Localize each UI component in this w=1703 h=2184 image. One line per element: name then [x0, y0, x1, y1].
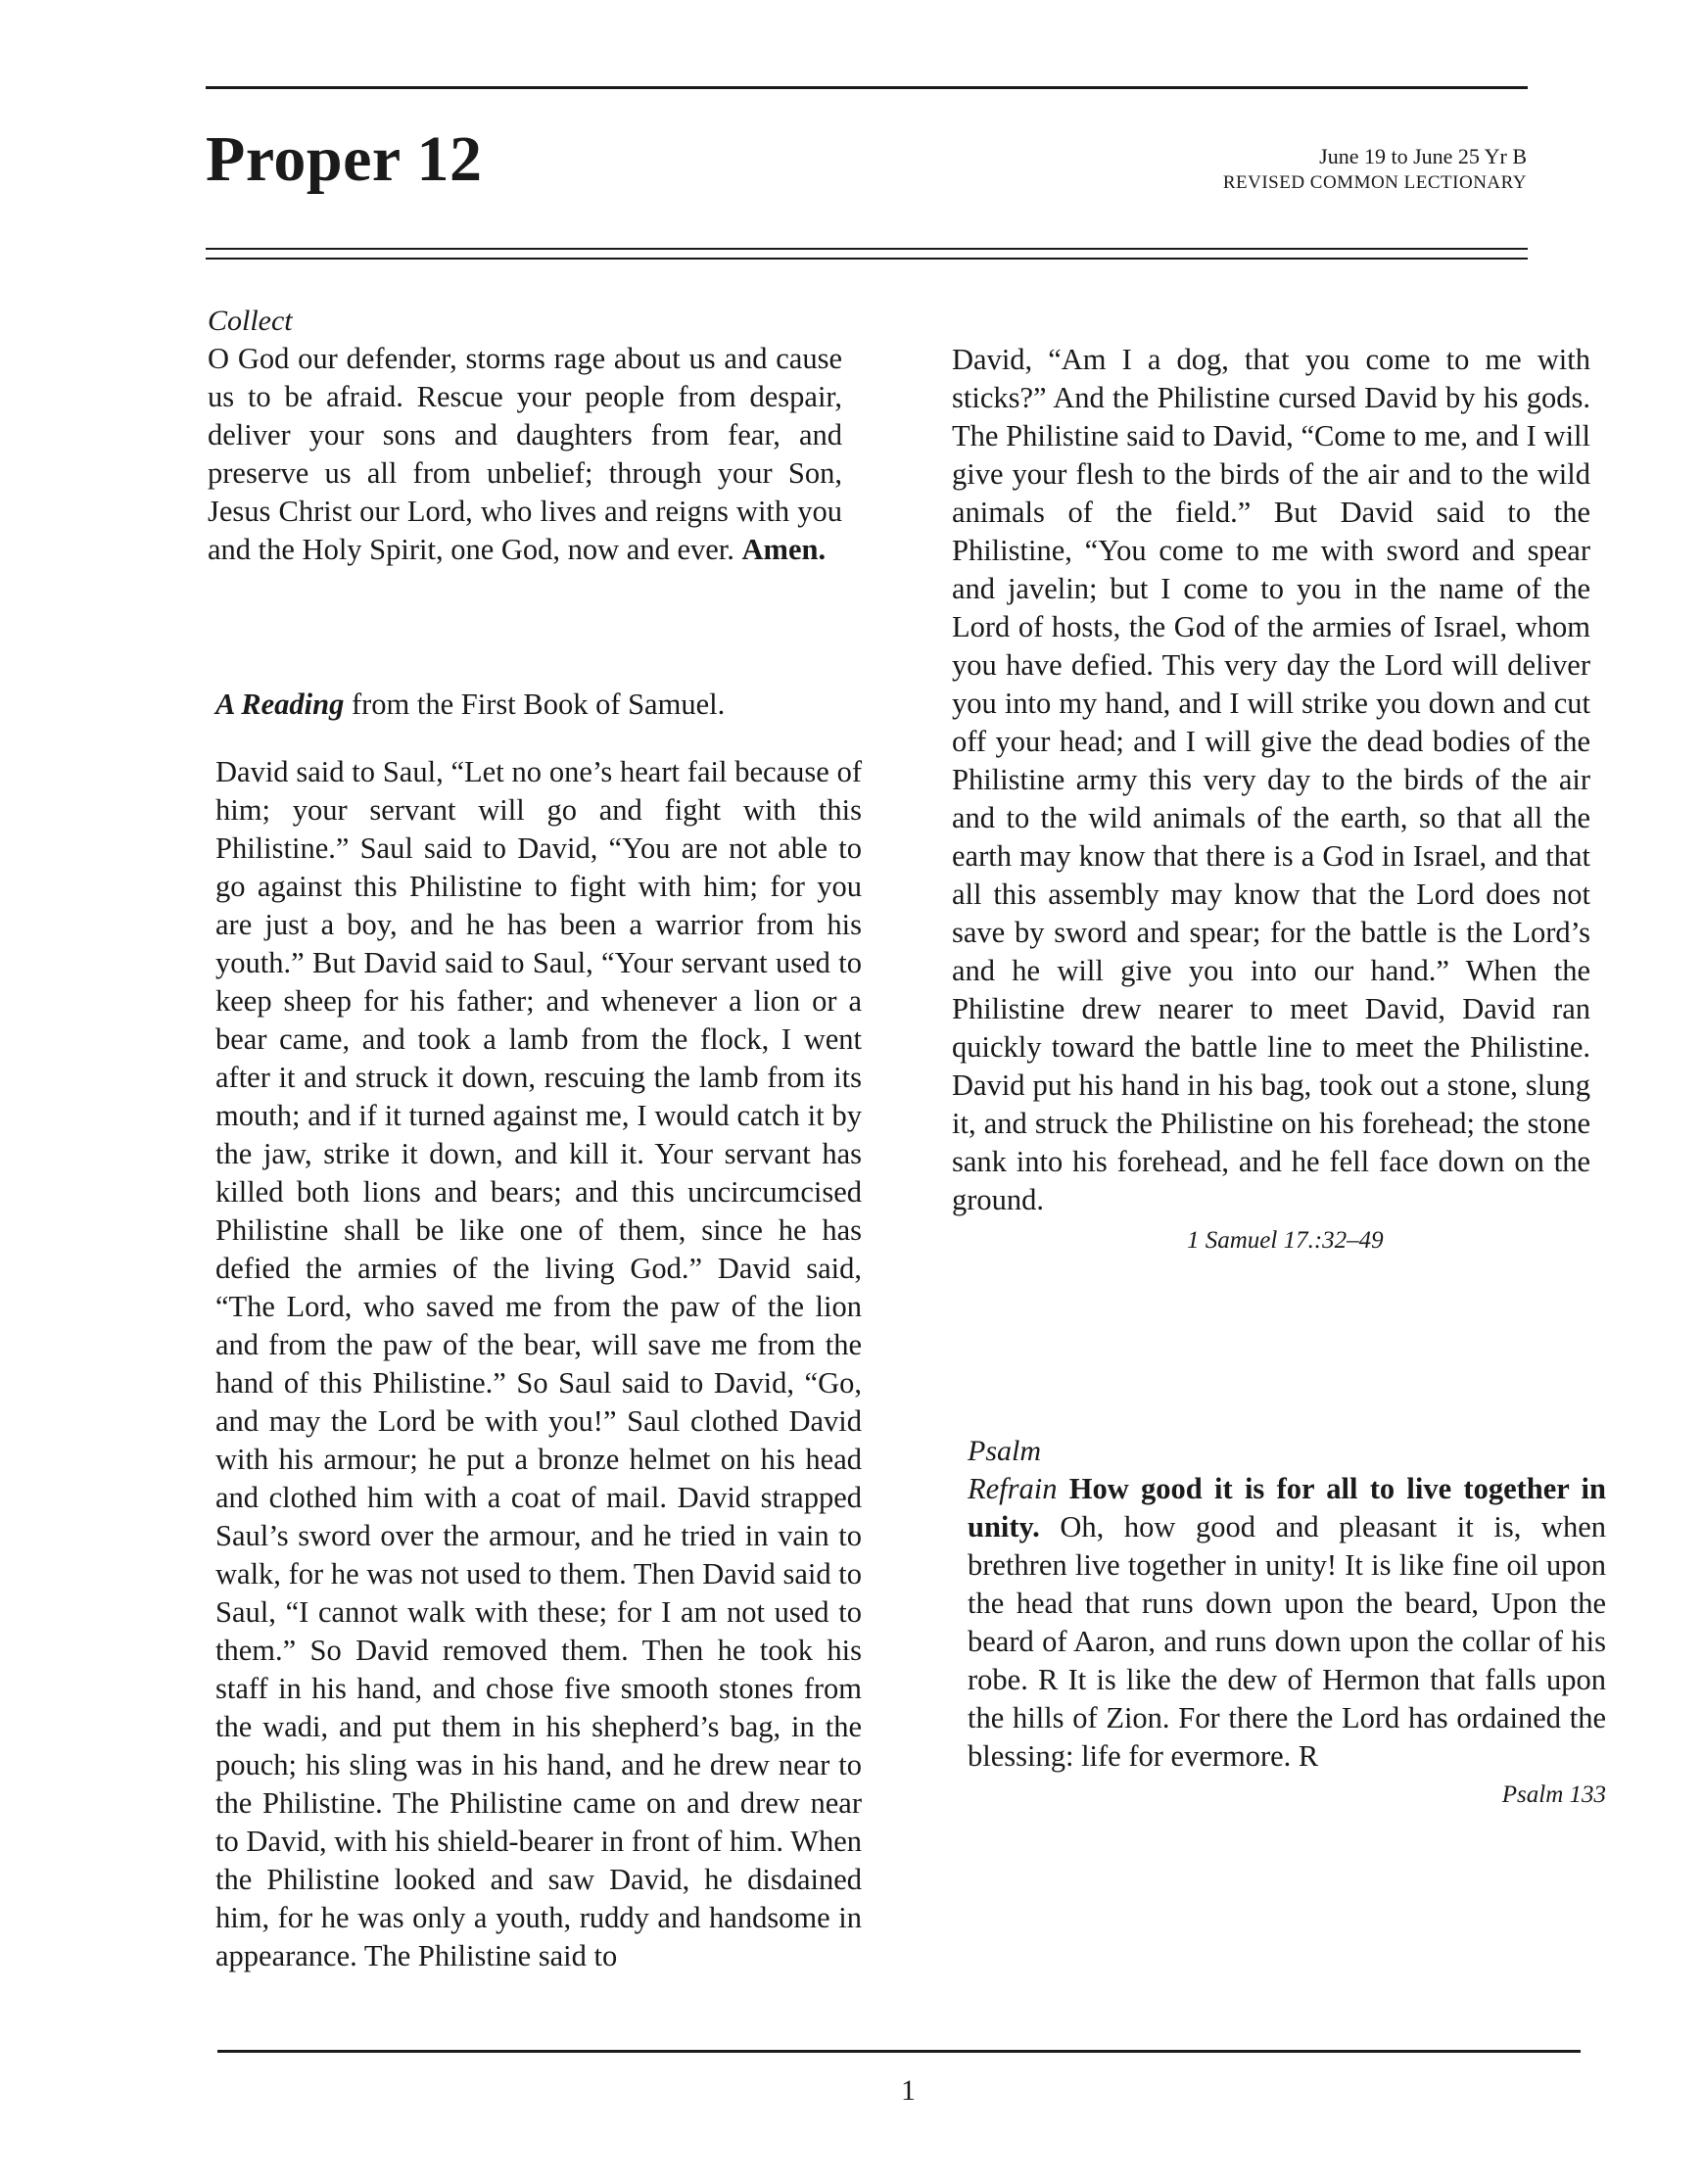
psalm-text: Oh, how good and pleasant it is, when brethren live together in unity! It is like fine oil upon the head that runs down upon the beard, Upon the beard of Aaron, and runs down upon the collar of his robe. R It is like the dew of Hermon that falls upon the hills of Zion. For there the Lord has ordained the blessing: life for evermore. R: [968, 1510, 1606, 1773]
page-number: 1: [901, 2074, 916, 2107]
reading-text-part1: David said to Saul, “Let no one’s heart fail because of him; your servant will go and fight with this Philistine.” Saul said to David, “You are not able to go against this Philistine to fight with him; for you are just a boy, and he has been a warrior from his youth.” But David said to Saul, “Your servant used to keep sheep for his father; and whenever a lion or a bear came, and took a lamb from the flock, I went after it and struck it down, rescuing the lamb from its mouth; and if it turned against me, I would catch it by the jaw, strike it down, and kill it. Your servant has killed both lions and bears; and this uncircumcised Philistine shall be like one of them, since he has defied the armies of the living God.” David said, “The Lord, who saved me from the paw of the lion and from the paw of the bear, will save me from the hand of this Philistine.” So Saul said to David, “Go, and may the Lord be with you!” Saul clothed David with his armour; he put a bronze helmet on his head and clothed him with a coat of mail. David strapped Saul’s sword over the armour, and he tried in vain to walk, for he was not used to them. Then David said to Saul, “I cannot walk with these; for I am not used to them.” So David removed them. Then he took his staff in his hand, and chose five smooth stones from the wadi, and put them in his shepherd’s bag, in the pouch; his sling was in his hand, and he drew near to the Philistine. The Philistine came on and drew near to David, with his shield-bearer in front of him. When the Philistine looked and saw David, he disdained him, for he was only a youth, ruddy and handsome in appearance. The Philistine said to: [215, 755, 862, 1972]
psalm-section: [968, 1432, 1606, 1814]
collect-heading: Collect: [208, 305, 293, 337]
header-double-rule-bottom: [206, 258, 1528, 260]
reading-citation: 1 Samuel 17.:32–49: [1187, 1227, 1384, 1254]
psalm-citation: Psalm 133: [1501, 1781, 1606, 1808]
reading-label: A Reading: [215, 688, 345, 721]
reading-intro: [215, 686, 862, 724]
bottom-rule: [217, 2050, 1581, 2053]
psalm-refrain-text: How good it is for all to live together in unity.: [968, 1472, 1606, 1543]
reading-intro-rest: from the First Book of Samuel.: [344, 688, 726, 721]
collect-text: O God our defender, storms rage about us and cause us to be afraid. Rescue your people from despair, deliver your sons and daughters from fear, and preserve us all from unbelief; through your Son, Jesus Christ our Lord, who lives and reigns with you and the Holy Spirit, one God, now and ever.: [208, 342, 842, 566]
header-dates: June 19 to June 25 Yr B: [1319, 144, 1527, 168]
collect-body: [208, 340, 842, 569]
psalm-refrain-label: Refrain: [968, 1472, 1058, 1505]
collect-section: [208, 302, 842, 569]
page-title: Proper 12: [206, 123, 483, 195]
psalm-heading: Psalm: [968, 1435, 1041, 1467]
header-meta: [1223, 143, 1527, 195]
psalm-body: [968, 1470, 1606, 1776]
header-double-rule-top: [206, 248, 1528, 250]
header-lectionary: REVISED COMMON LECTIONARY: [1222, 171, 1527, 193]
top-rule: [206, 86, 1528, 89]
reading-section: [215, 686, 862, 1975]
collect-amen: Amen.: [741, 533, 827, 566]
reading-continued: [952, 341, 1590, 1259]
reading-text-part2: David, “Am I a dog, that you come to me with sticks?” And the Philistine cursed David by his gods. The Philistine said to David, “Come to me, and I will give your flesh to the birds of the air and to the wild animals of the field.” But David said to the Philistine, “You come to me with sword and spear and javelin; but I come to you in the name of the Lord of hosts, the God of the armies of Israel, whom you have defied. This very day the Lord will deliver you into my hand, and I will strike you down and cut off your head; and I will give the dead bodies of the Philistine army this very day to the birds of the air and to the wild animals of the earth, so that all the earth may know that there is a God in Israel, and that all this assembly may know that the Lord does not save by sword and spear; for the battle is the Lord’s and he will give you into our hand.” When the Philistine drew nearer to meet David, David ran quickly toward the battle line to meet the Philistine. David put his hand in his bag, took out a stone, slung it, and struck the Philistine on his forehead; the stone sank into his forehead, and he fell face down on the ground.: [952, 343, 1590, 1216]
